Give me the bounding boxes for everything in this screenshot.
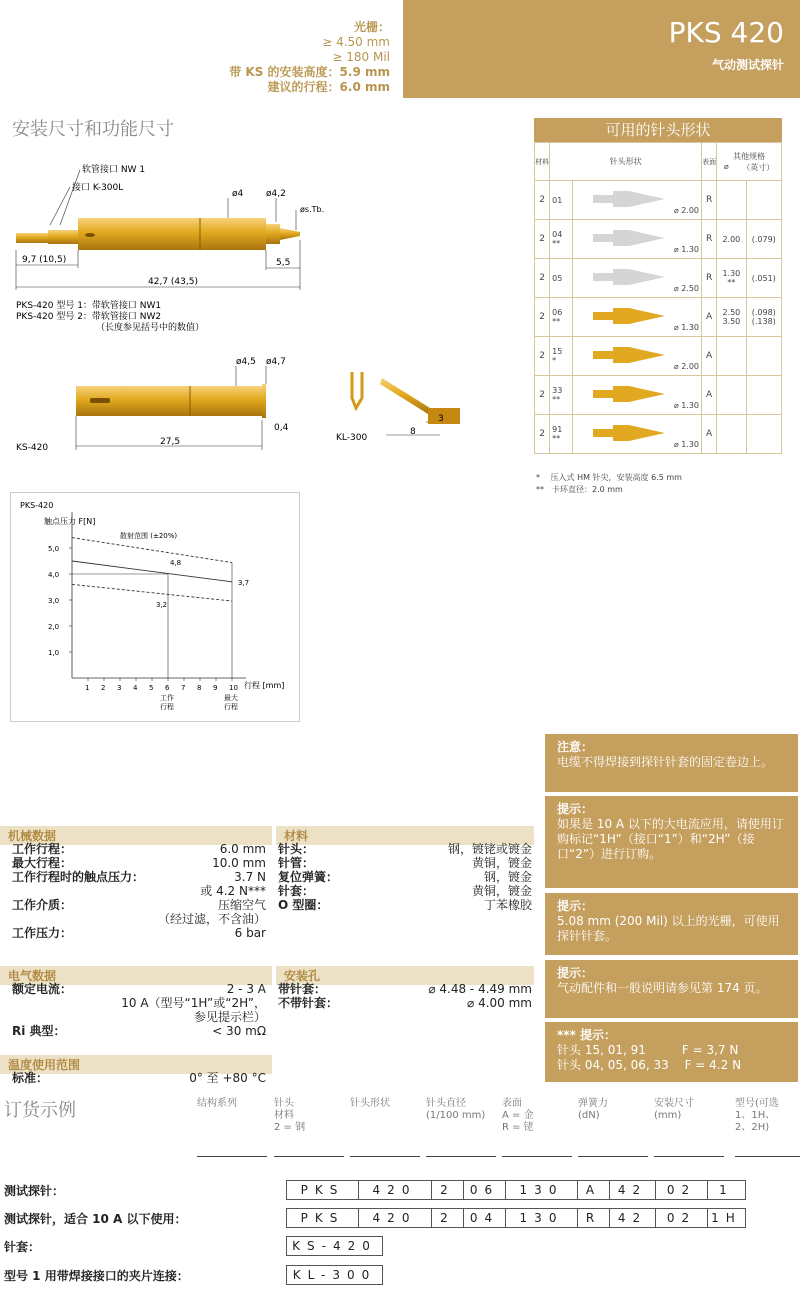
chart-series-lower [72, 584, 232, 601]
order-header-rule [578, 1156, 648, 1157]
chart-annot-48: 4,8 [170, 559, 182, 568]
materials-key: O 型圈： [278, 898, 329, 912]
mech-value: 或 4.2 N*** [200, 884, 266, 898]
electrical-key: Ri 典型： [12, 1024, 66, 1038]
tips-other-i1: (.051) [751, 273, 776, 283]
note-box [545, 734, 798, 792]
dim-ds: øs.Tb. [300, 205, 325, 214]
order-code-cell: 06 [464, 1180, 506, 1200]
order-code-cell: 04 [464, 1208, 506, 1228]
chart-x-tick-label: 3 [117, 684, 122, 692]
electrical-title: 电气数据 [0, 966, 272, 985]
chart-max-label: 最大 [224, 694, 238, 702]
materials-key: 针管： [278, 856, 315, 870]
tips-col-dia: ⌀ [723, 161, 729, 171]
tips-dia: ⌀ 1.30 [673, 245, 699, 254]
header-banner [403, 0, 800, 98]
dim-d45: ø4,5 [236, 357, 256, 367]
chart-title: PKS-420 [20, 501, 54, 510]
mount-value: ⌀ 4.00 mm [467, 996, 532, 1010]
order-code-cell: 2 [432, 1180, 464, 1200]
chart-xlabel: 行程 [mm] [244, 681, 285, 690]
tips-material: 2 [535, 220, 550, 259]
chart-series-upper [72, 538, 232, 563]
tips-code: 15 [552, 347, 563, 356]
electrical-key: 额定电流： [12, 982, 73, 996]
tips-other-d1: 2.50 [722, 308, 741, 317]
tip-shape-icon [593, 226, 673, 250]
tips-surface: A [702, 376, 717, 415]
mech-value: 3.7 N [234, 870, 266, 884]
tip-shape-icon [593, 343, 673, 367]
mech-key: 工作行程时的触点压力： [12, 870, 145, 884]
order-code-cell: R [578, 1208, 610, 1228]
chart-band-label: 散射范围 (±20%) [120, 532, 178, 540]
tips-col-shape: 针头形状 [550, 143, 702, 181]
tips-col-surface: 表面 [702, 143, 717, 181]
mech-value: （经过滤，不含油） [157, 912, 266, 926]
tips-code: 91 [552, 425, 563, 434]
order-code-cell: 130 [506, 1180, 578, 1200]
order-header-rule [502, 1156, 572, 1157]
tips-dia: ⌀ 1.30 [673, 401, 699, 410]
electrical-list [12, 982, 266, 1052]
chart-max-label: 行程 [224, 703, 238, 711]
force-chart [10, 492, 298, 720]
chart-work-label: 行程 [160, 703, 174, 711]
tips-surface: R [702, 181, 717, 220]
order-code-cell: KS-420 [286, 1236, 383, 1256]
order-code-cell: 420 [358, 1208, 432, 1228]
tips-surface: A [702, 298, 717, 337]
tips-col-material: 材料 [535, 143, 550, 181]
note-box [545, 960, 798, 1018]
tips-table [534, 142, 782, 454]
chart-work-label: 工作 [160, 694, 174, 702]
kl-dim-3: 3 [438, 414, 444, 424]
order-row-label: 测试探针： [4, 1184, 65, 1198]
order-row-label: 型号 1 用带焊接接口的夹片连接： [4, 1269, 189, 1283]
chart-x-tick-label: 10 [229, 684, 238, 692]
tips-code: 01 [552, 195, 563, 205]
mount-list [278, 982, 532, 1022]
mech-title: 机械数据 [0, 826, 272, 845]
temp-value: 0° 至 +80 °C [189, 1071, 266, 1085]
note-title: 注意： [557, 740, 594, 754]
chart-annot-32: 3,2 [156, 600, 168, 609]
dim-right: 5,5 [276, 258, 291, 268]
tips-dia: ⌀ 2.50 [673, 284, 699, 293]
mech-key: 最大行程： [12, 856, 73, 870]
mount-title: 安装孔 [276, 966, 534, 985]
tip-shape-icon [593, 382, 673, 406]
order-header: 型号(可选 1、1H、 2、2H) [735, 1098, 779, 1133]
order-header-rule [274, 1156, 344, 1157]
kl300-clip [352, 372, 460, 424]
order-header-rule [197, 1156, 267, 1157]
port-label: 接口 K-300L [72, 183, 124, 193]
order-code-cell: PKS [286, 1180, 359, 1200]
tips-surface: R [702, 220, 717, 259]
mech-key: 工作压力： [12, 926, 73, 940]
dim-d47: ø4,7 [266, 357, 286, 367]
probe-body [16, 218, 300, 250]
order-code-cell: 130 [506, 1208, 578, 1228]
type-length-note: （长度参见括号中的数值） [96, 323, 205, 333]
dim-275: 27,5 [160, 437, 181, 447]
tips-row [535, 376, 782, 415]
mount-value: ⌀ 4.48 - 4.49 mm [428, 982, 532, 996]
order-code-cell: 02 [656, 1180, 708, 1200]
tips-material: 2 [535, 298, 550, 337]
note-box [545, 796, 798, 888]
tips-stars: ** [552, 317, 561, 326]
section-title: 安装尺寸和功能尺寸 [12, 119, 174, 140]
tips-other-i1: (.098) [751, 308, 776, 317]
tips-other-d2: ** [727, 278, 736, 287]
header-left [0, 20, 390, 95]
note-box [545, 1022, 798, 1082]
tips-row [535, 181, 782, 220]
order-code-cell: 1H [708, 1208, 746, 1228]
mech-list [12, 842, 266, 952]
tips-code: 06 [552, 308, 563, 317]
sleeve-body [76, 384, 266, 418]
mech-key: 工作行程： [12, 842, 73, 856]
tips-col-other: 其他规格 [733, 151, 766, 161]
chart-x-tick-label: 8 [197, 684, 202, 692]
tips-stars: ** [552, 239, 561, 248]
chart-ylabel: 触点压力 F[N] [44, 517, 96, 526]
tips-stars: ** [552, 434, 561, 443]
tips-other-d1: 2.00 [722, 234, 741, 244]
mech-value: 6.0 mm [219, 842, 266, 856]
order-title: 订货示例 [4, 1100, 76, 1121]
tips-material: 2 [535, 415, 550, 454]
mount-key: 不带针套： [278, 996, 339, 1010]
note-box [545, 893, 798, 955]
tips-code: 04 [552, 230, 563, 239]
mech-key: 工作介质： [12, 898, 73, 912]
chart-y-tick-label: 4,0 [48, 571, 60, 579]
chart-y-tick-label: 2,0 [48, 623, 60, 631]
order-row-label: 测试探针，适合 10 A 以下使用： [4, 1212, 187, 1226]
order-header-rule [654, 1156, 724, 1157]
note-text: 如果是 10 A 以下的大电流应用，请使用订购标记“1H”（接口“1”）和“2H”（接口“2”）进行订购。 [557, 817, 784, 861]
order-header: 针头直径 (1/100 mm) [426, 1098, 486, 1121]
sleeve-drawing [0, 350, 480, 460]
grid-label: 光栅： [353, 20, 390, 34]
electrical-value: 10 A（型号“1H”或“2H”， [121, 996, 266, 1010]
order-code-cell: 02 [656, 1208, 708, 1228]
note-title: 提示： [557, 899, 594, 913]
chart-x-tick-label: 7 [181, 684, 186, 692]
tips-stars: * [552, 356, 557, 365]
dim-total: 42,7 (43,5) [148, 277, 198, 287]
order-code-cell: 42 [610, 1180, 656, 1200]
order-header-rule [350, 1156, 420, 1157]
chart-y-tick-label: 5,0 [48, 545, 60, 553]
order-header: 针头形状 [350, 1098, 390, 1109]
note-text: 气动配件和一般说明请参见第 174 页。 [557, 981, 768, 995]
tips-surface: A [702, 415, 717, 454]
temp-title: 温度使用范围 [0, 1055, 272, 1074]
tips-other-d2: 3.50 [722, 317, 741, 326]
tips-material: 2 [535, 337, 550, 376]
tip-shape-icon [593, 187, 673, 211]
mech-value: 6 bar [234, 926, 266, 940]
note-text: 电缆不得焊接到探针针套的固定卷边上。 [557, 755, 774, 769]
order-code-cell: 2 [432, 1208, 464, 1228]
tip-shape-icon [593, 421, 673, 445]
note-title: 提示： [557, 802, 594, 816]
dim-d4: ø4 [232, 189, 244, 199]
materials-list [278, 842, 532, 922]
tip-shape-icon [593, 265, 673, 289]
dim-left: 9,7 (10,5) [22, 255, 67, 265]
tips-dia: ⌀ 2.00 [673, 362, 699, 371]
chart-y-tick-label: 1,0 [48, 649, 60, 657]
order-code-cell: 42 [610, 1208, 656, 1228]
materials-value: 钢，镀铑或镀金 [447, 842, 532, 856]
kl300-label: KL-300 [336, 433, 368, 443]
order-header: 表面 A = 金 R = 铑 [502, 1098, 534, 1133]
tips-surface: A [702, 337, 717, 376]
tip-shape-icon [593, 304, 673, 328]
order-header: 弹簧力 (dN) [578, 1098, 608, 1121]
materials-value: 黄铜，镀金 [471, 856, 532, 870]
tips-dia: ⌀ 1.30 [673, 440, 699, 449]
mount-key: 带针套： [278, 982, 327, 996]
tips-material: 2 [535, 181, 550, 220]
product-title: PKS 420 [668, 16, 784, 49]
mech-value: 10.0 mm [212, 856, 266, 870]
type1-note: PKS-420 型号 1：带软管接口 NW1 [16, 301, 162, 311]
order-header-rule [735, 1156, 800, 1157]
note-title: 提示： [557, 966, 594, 980]
type2-note: PKS-420 型号 2：带软管接口 NW2 [16, 312, 162, 322]
order-header: 结构系列 [197, 1098, 237, 1109]
tips-foot-1: * 压入式 HM 针尖，安装高度 6.5 mm [536, 473, 682, 482]
chart-x-tick-label: 4 [133, 684, 138, 692]
temp-key: 标准： [12, 1071, 49, 1085]
order-header: 针头 材料 2 = 钢 [274, 1098, 306, 1133]
tips-other-d1: 1.30 [722, 269, 741, 278]
probe-drawing [0, 150, 330, 340]
tips-code: 05 [552, 273, 563, 283]
tips-row [535, 415, 782, 454]
order-row-label: 针套： [4, 1240, 41, 1254]
grid-mm: ≥ 4.50 mm [322, 35, 390, 49]
note-title: *** 提示： [557, 1028, 617, 1042]
materials-title: 材料 [276, 826, 534, 845]
order-code-cell: KL-300 [286, 1265, 383, 1285]
tips-col-inch: （英寸） [742, 162, 775, 172]
chart-x-tick-label: 1 [85, 684, 90, 692]
note-text: 针头 15, 01, 91 F = 3,7 N 针头 04, 05, 06, 33 F = 4.2 N [557, 1043, 742, 1072]
kl-dim-8: 8 [410, 427, 416, 437]
tips-surface: R [702, 259, 717, 298]
grid-mil: ≥ 180 Mil [332, 50, 390, 64]
tips-title: 可用的针头形状 [534, 118, 782, 142]
tips-stars: ** [552, 395, 561, 404]
materials-value: 丁苯橡胶 [483, 898, 532, 912]
electrical-value: 参见提示栏） [193, 1010, 266, 1024]
tips-material: 2 [535, 259, 550, 298]
tips-code: 33 [552, 386, 563, 395]
order-header: 安装尺寸 (mm) [654, 1098, 694, 1121]
electrical-value: < 30 mΩ [212, 1024, 266, 1038]
chart-x-tick-label: 5 [149, 684, 154, 692]
tips-other-i2: (.138) [751, 317, 776, 326]
chart-series-nominal [72, 561, 232, 582]
install-height: 带 KS 的安装高度：5.9 mm [229, 65, 390, 79]
tips-dia: ⌀ 1.30 [673, 323, 699, 332]
dim-d42: ø4,2 [266, 189, 286, 199]
tips-row [535, 220, 782, 259]
materials-key: 针套： [278, 884, 315, 898]
tips-foot-2: ** 卡环直径：2.0 mm [536, 485, 623, 494]
tips-other-i1: (.079) [751, 234, 776, 244]
product-subtitle: 气动测试探针 [711, 58, 784, 72]
tips-material: 2 [535, 376, 550, 415]
materials-key: 复位弹簧： [278, 870, 339, 884]
hose-label: 软管接口 NW 1 [82, 165, 146, 175]
note-text: 5.08 mm (200 Mil) 以上的光栅，可使用探针针套。 [557, 914, 780, 943]
order-code-cell: 1 [708, 1180, 746, 1200]
ks420-label: KS-420 [16, 443, 49, 453]
materials-value: 钢，镀金 [483, 870, 532, 884]
order-code-cell: PKS [286, 1208, 359, 1228]
chart-y-tick-label: 3,0 [48, 597, 60, 605]
chart-x-tick-label: 2 [101, 684, 106, 692]
materials-key: 针头： [278, 842, 315, 856]
tips-row [535, 337, 782, 376]
tips-dia: ⌀ 2.00 [673, 206, 699, 215]
chart-x-tick-label: 6 [165, 684, 170, 692]
suggested-stroke: 建议的行程：6.0 mm [267, 80, 390, 94]
order-header-rule [426, 1156, 496, 1157]
materials-value: 黄铜，镀金 [471, 884, 532, 898]
chart-x-tick-label: 9 [213, 684, 218, 692]
dim-04: 0,4 [274, 423, 289, 433]
tips-row [535, 259, 782, 298]
chart-annot-37: 3,7 [238, 578, 250, 587]
order-code-cell: A [578, 1180, 610, 1200]
order-code-cell: 420 [358, 1180, 432, 1200]
electrical-value: 2 - 3 A [226, 982, 266, 996]
temp-list [12, 1071, 266, 1091]
tips-row [535, 298, 782, 337]
mech-value: 压缩空气 [217, 898, 266, 912]
